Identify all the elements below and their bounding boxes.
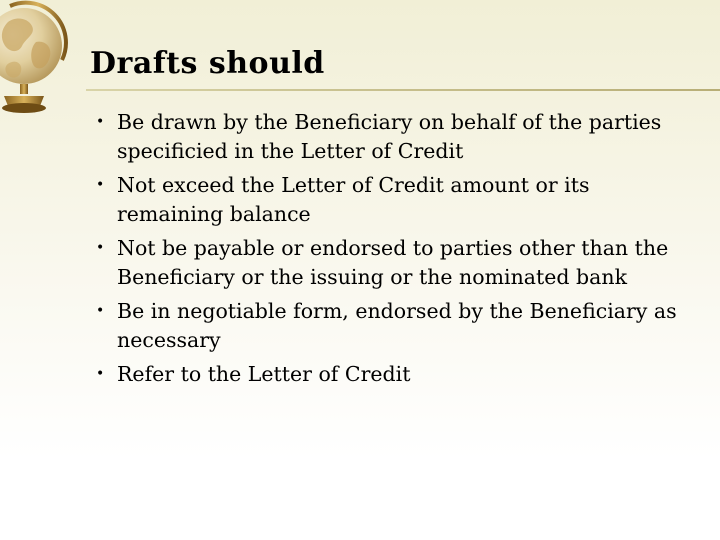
bullet-item — [90, 234, 690, 292]
bullet-list — [90, 108, 690, 394]
bullet-icon: • — [96, 114, 105, 130]
bullet-item — [90, 108, 690, 166]
bullet-item — [90, 171, 690, 229]
bullet-text: Be in negotiable form, endorsed by the Beneficiary as necessary — [117, 299, 677, 352]
bullet-item — [90, 297, 690, 355]
bullet-text: Refer to the Letter of Credit — [117, 362, 411, 386]
globe-icon — [0, 0, 72, 120]
bullet-item — [90, 360, 690, 389]
title-divider — [86, 89, 720, 91]
slide-title: Drafts should — [90, 46, 325, 81]
bullet-text: Be drawn by the Beneficiary on behalf of the parties specificied in the Letter of Credit — [117, 110, 662, 163]
bullet-icon: • — [96, 240, 105, 256]
bullet-icon: • — [96, 177, 105, 193]
bullet-icon: • — [96, 303, 105, 319]
bullet-text: Not exceed the Letter of Credit amount or its remaining balance — [117, 173, 590, 226]
bullet-text: Not be payable or endorsed to parties other than the Beneficiary or the issuing or the nominated bank — [117, 236, 669, 289]
bullet-icon: • — [96, 366, 105, 382]
